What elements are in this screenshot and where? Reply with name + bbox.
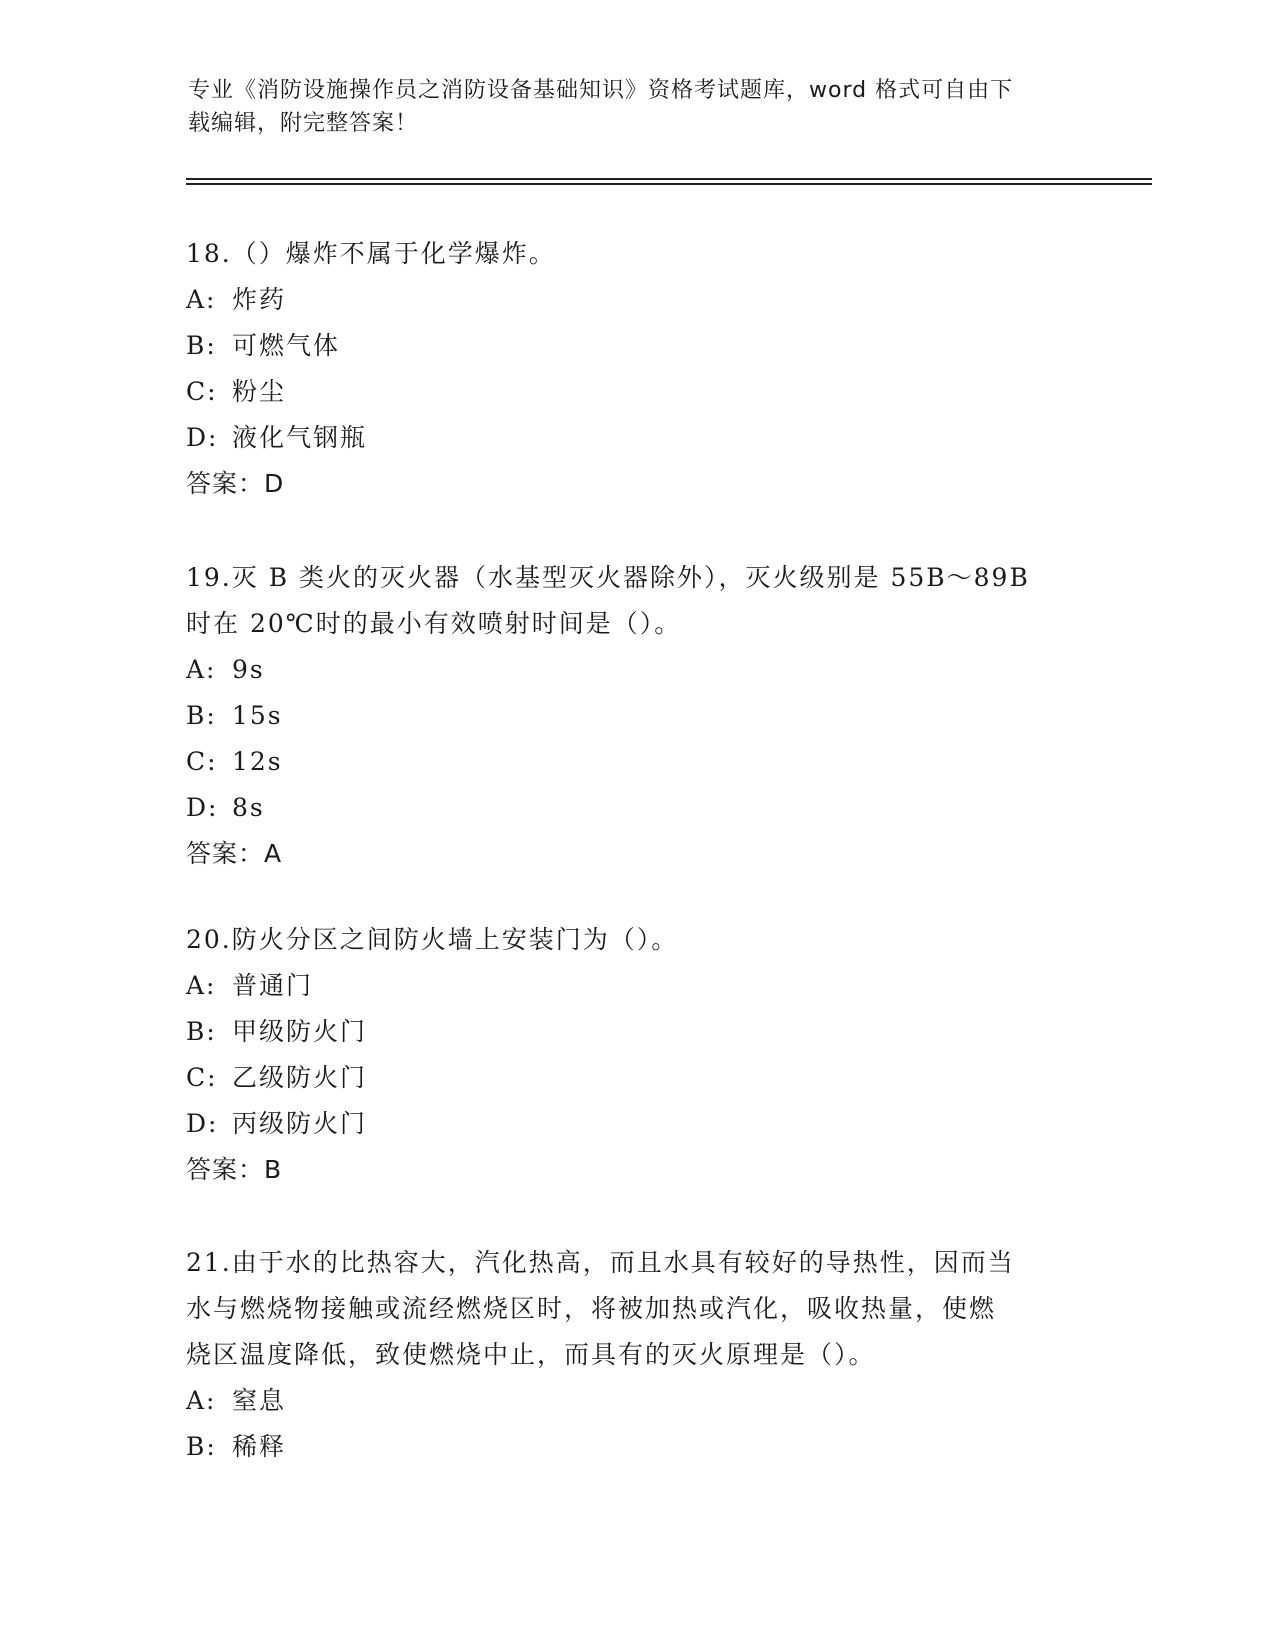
option-key: A:	[186, 655, 217, 684]
option-key: B:	[186, 1017, 217, 1046]
question-stem-cont: 水与燃烧物接触或流经燃烧区时，将被加热或汽化，吸收热量，使燃	[186, 1294, 997, 1323]
option-text: 稀释	[232, 1432, 287, 1461]
question-stem: 20.防火分区之间防火墙上安装门为（）。	[186, 925, 679, 954]
option-key: D:	[186, 423, 219, 452]
option-b	[186, 1009, 678, 1055]
document-header	[188, 74, 1068, 140]
option-text: 15s	[232, 701, 283, 730]
option-key: C:	[186, 1063, 218, 1092]
question-20	[186, 917, 678, 1193]
question-19	[186, 555, 1030, 877]
option-key: C:	[186, 377, 218, 406]
option-key: A:	[186, 285, 217, 314]
option-b	[186, 323, 556, 369]
option-a	[186, 963, 678, 1009]
header-divider-top	[186, 178, 1152, 180]
option-text: 甲级防火门	[232, 1017, 368, 1046]
option-text: 8s	[232, 793, 265, 822]
option-text: 丙级防火门	[232, 1109, 368, 1138]
option-c	[186, 739, 1030, 785]
option-a	[186, 277, 556, 323]
header-divider-bottom	[186, 183, 1152, 185]
option-text: 乙级防火门	[232, 1063, 368, 1092]
option-key: B:	[186, 701, 217, 730]
option-key: D:	[186, 793, 219, 822]
option-text: 12s	[232, 747, 283, 776]
option-text: 液化气钢瓶	[232, 423, 368, 452]
option-a	[186, 1378, 1015, 1424]
answer: 答案：B	[186, 1155, 283, 1184]
option-text: 普通门	[232, 971, 314, 1000]
header-line-2: 载编辑，附完整答案！	[188, 111, 419, 136]
question-18	[186, 231, 556, 507]
option-b	[186, 693, 1030, 739]
answer: 答案：D	[186, 469, 285, 498]
question-21	[186, 1240, 1015, 1470]
option-d	[186, 785, 1030, 831]
option-c	[186, 369, 556, 415]
question-stem: 18.（）爆炸不属于化学爆炸。	[186, 239, 556, 268]
option-key: C:	[186, 747, 218, 776]
option-text: 窒息	[232, 1386, 287, 1415]
option-key: B:	[186, 331, 217, 360]
option-key: A:	[186, 1386, 217, 1415]
option-b	[186, 1424, 1015, 1470]
option-a	[186, 647, 1030, 693]
question-stem-cont: 烧区温度降低，致使燃烧中止，而具有的灭火原理是（）。	[186, 1340, 876, 1369]
option-text: 粉尘	[232, 377, 287, 406]
option-key: B:	[186, 1432, 217, 1461]
option-text: 可燃气体	[232, 331, 341, 360]
option-d	[186, 415, 556, 461]
option-d	[186, 1101, 678, 1147]
option-text: 炸药	[232, 285, 287, 314]
option-c	[186, 1055, 678, 1101]
question-stem: 21.由于水的比热容大，汽化热高，而且水具有较好的导热性，因而当	[186, 1248, 1015, 1277]
option-key: A:	[186, 971, 217, 1000]
option-key: D:	[186, 1109, 219, 1138]
answer: 答案：A	[186, 839, 283, 868]
option-text: 9s	[232, 655, 265, 684]
question-stem-cont: 时在 20℃时的最小有效喷射时间是（）。	[186, 609, 682, 638]
header-line-1: 专业《消防设施操作员之消防设备基础知识》资格考试题库，word 格式可自由下	[188, 78, 1014, 103]
question-stem: 19.灭 B 类火的灭火器（水基型灭火器除外），灭火级别是 55B～89B	[186, 563, 1030, 592]
